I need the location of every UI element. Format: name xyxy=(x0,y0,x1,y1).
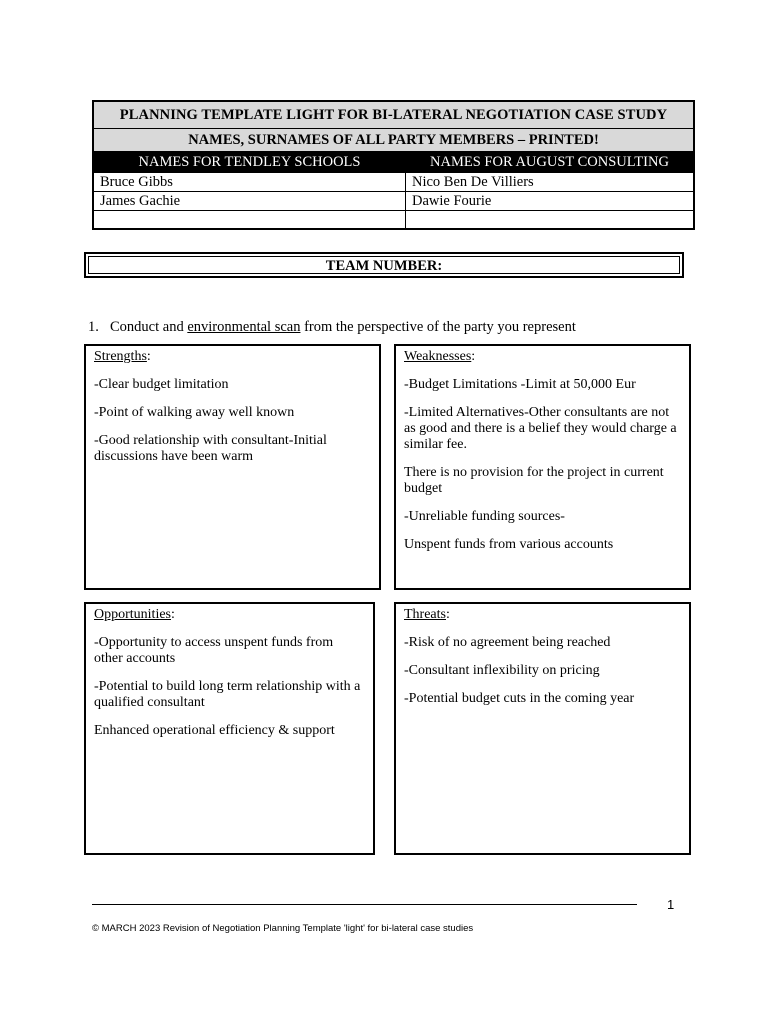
name-cell: Nico Ben De Villiers xyxy=(406,173,695,192)
table-row xyxy=(93,211,694,230)
threats-item: -Consultant inflexibility on pricing xyxy=(404,663,600,678)
opportunities-item: -Opportunity to access unspent funds from other accounts xyxy=(94,635,334,666)
weaknesses-title: Weaknesses xyxy=(404,349,472,364)
question-number: 1. xyxy=(88,319,99,335)
name-cell-empty xyxy=(93,211,406,230)
opportunities-item: Enhanced operational efficiency & support xyxy=(94,723,335,738)
question-1 xyxy=(88,319,576,336)
strengths-item: -Point of walking away well known xyxy=(94,405,295,420)
column-header-tendley: NAMES FOR TENDLEY SCHOOLS xyxy=(93,152,406,173)
opportunities-item: -Potential to build long term relationship with a qualified consultant xyxy=(94,679,361,710)
name-cell: James Gachie xyxy=(93,192,406,211)
document-subtitle: NAMES, SURNAMES OF ALL PARTY MEMBERS – PRINTED! xyxy=(93,129,694,152)
name-cell: Bruce Gibbs xyxy=(93,173,406,192)
question-underlined-term: environmental scan xyxy=(187,319,301,335)
strengths-item: -Clear budget limitation xyxy=(94,377,229,392)
strengths-title: Strengths xyxy=(94,349,147,364)
name-cell: Dawie Fourie xyxy=(406,192,695,211)
team-number-box xyxy=(84,252,684,278)
threats-item: -Risk of no agreement being reached xyxy=(404,635,611,650)
opportunities-box: Opportunities: -Opportunity to access unspent funds from other accounts -Potential to build long term relationship with a qualified consultant Enhanced operational efficiency & support xyxy=(84,602,375,855)
weaknesses-item: -Budget Limitations -Limit at 50,000 Eur xyxy=(404,377,636,392)
weaknesses-item: There is no provision for the project in current budget xyxy=(404,465,664,496)
opportunities-title: Opportunities xyxy=(94,607,171,622)
question-text-before: Conduct and xyxy=(110,319,188,335)
team-number-label: TEAM NUMBER: xyxy=(325,258,443,274)
table-row xyxy=(93,192,694,211)
name-cell-empty xyxy=(406,211,695,230)
column-header-august: NAMES FOR AUGUST CONSULTING xyxy=(406,152,695,173)
table-row xyxy=(93,173,694,192)
weaknesses-box: Weaknesses: -Budget Limitations -Limit at 50,000 Eur -Limited Alternatives-Other consultants are not as good and there is a belief they would charge a similar fee. There is no provision for the project in current budget -Unreliable funding sources- Unspent funds from various accounts xyxy=(394,344,691,590)
weaknesses-item: -Unreliable funding sources- xyxy=(404,509,565,524)
strengths-box: Strengths: -Clear budget limitation -Point of walking away well known -Good relationship with consultant-Initial discussions have been warm xyxy=(84,344,381,590)
threats-item: -Potential budget cuts in the coming year xyxy=(404,691,635,706)
document-title: PLANNING TEMPLATE LIGHT FOR BI-LATERAL NEGOTIATION CASE STUDY xyxy=(93,101,694,129)
weaknesses-item: -Limited Alternatives-Other consultants are not as good and there is a belief they would charge a similar fee. xyxy=(404,405,677,452)
party-members-table xyxy=(92,100,695,230)
question-text-after: from the perspective of the party you represent xyxy=(300,319,576,335)
page-number: 1 xyxy=(667,897,675,912)
weaknesses-item: Unspent funds from various accounts xyxy=(404,537,614,552)
footer-copyright: © MARCH 2023 Revision of Negotiation Planning Template 'light' for bi-lateral case studies xyxy=(92,923,474,934)
threats-title: Threats xyxy=(404,607,446,622)
threats-box: Threats: -Risk of no agreement being reached -Consultant inflexibility on pricing -Potential budget cuts in the coming year xyxy=(394,602,691,855)
strengths-item: -Good relationship with consultant-Initial discussions have been warm xyxy=(94,433,327,464)
footer-divider xyxy=(92,904,637,905)
